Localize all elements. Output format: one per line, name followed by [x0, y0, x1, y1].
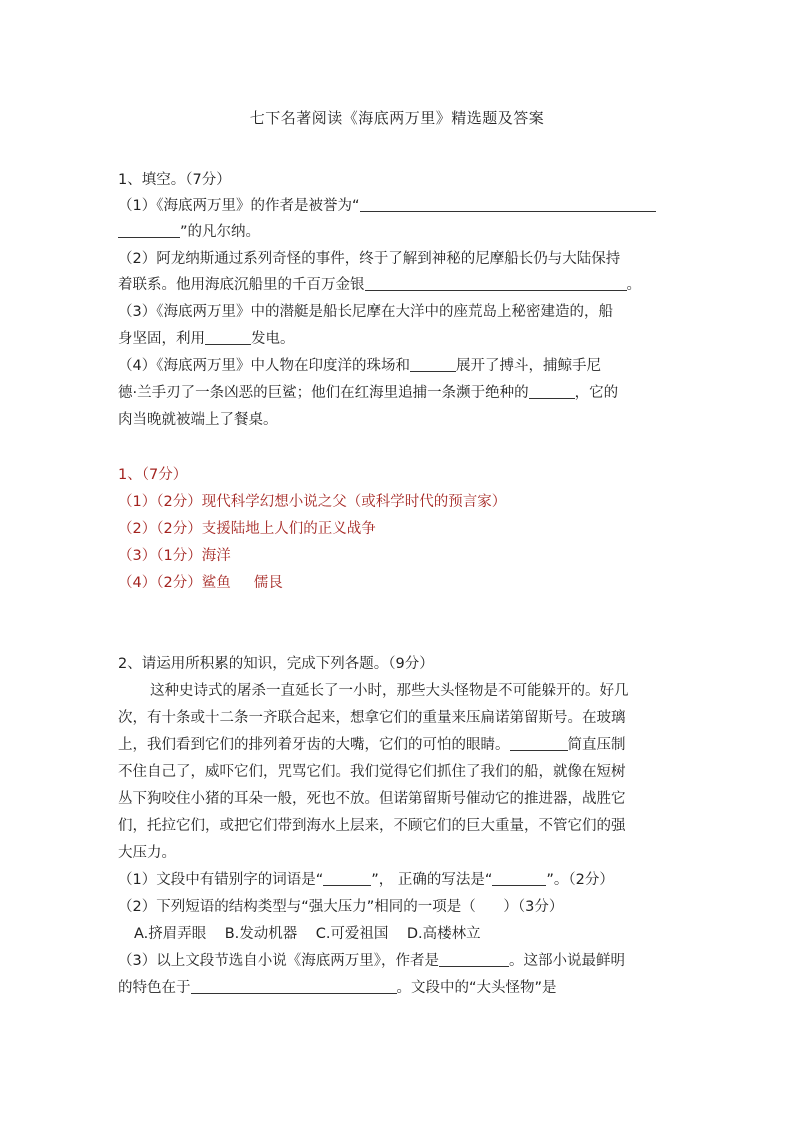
q2-para-line4: 不住自己了，威吓它们，咒骂它们。我们觉得它们抓住了我们的船，就像在短树	[118, 764, 626, 780]
a1-line4: （4）（2分）鲨鱼 儒艮	[118, 575, 283, 591]
answer-blank	[323, 871, 371, 886]
q2-options: A.挤眉弄眼 B.发动机器 C.可爱祖国 D.高楼林立	[134, 926, 481, 942]
q2-sub1-text3: ”。（2分）	[546, 872, 614, 888]
q2-para-line1: 这种史诗式的屠杀一直延长了一小时，那些大头怪物是不可能躲开的。好几	[150, 683, 629, 699]
q2-para-text: 上，我们看到它们的排列着牙齿的大嘴，它们的可怕的眼睛。	[118, 737, 510, 753]
q2-sub2: （2）下列短语的结构类型与“强大压力”相同的一项是（ ）（3分）	[118, 899, 564, 915]
a1-heading: 1、（7分）	[118, 467, 188, 483]
q1-item3-end: 发电。	[251, 331, 295, 347]
q1-item4-line2	[118, 383, 678, 403]
answer-blank	[191, 979, 397, 994]
q2-sub3-text2: 。这部小说最鲜明	[508, 953, 625, 969]
a1-line1: （1）（2分）现代科学幻想小说之父（或科学时代的预言家）	[118, 494, 507, 510]
q1-item2-end: 。	[626, 277, 641, 293]
q1-item4-line3: 肉当晚就被端上了餐桌。	[118, 412, 278, 428]
q2-sub1-text: （1）文段中有错别字的词语是“	[118, 872, 324, 888]
q2-para-line6: 们，托拉它们，或把它们带到海水上层来，不顾它们的巨大重量，不管它们的强	[118, 818, 626, 834]
q1-item4-text: （4）《海底两万里》中人物在印度洋的珠场和	[118, 358, 410, 374]
answer-blank	[410, 357, 456, 372]
q1-item3-text: 身坚固，利用	[118, 331, 205, 347]
answer-blank	[510, 736, 568, 751]
q2-para-line5: 丛下狗咬住小猪的耳朵一般，死也不放。但诺第留斯号催动它的推进器，战胜它	[118, 791, 626, 807]
q1-item2-line1: （2）阿龙纳斯通过系列奇怪的事件，终于了解到神秘的尼摩船长仍与大陆保持	[118, 251, 621, 267]
q2-sub1-text2: ”， 正确的写法是“	[371, 872, 493, 888]
q1-item2-text: 着联系。他用海底沉船里的千百万金银	[118, 277, 365, 293]
q1-item4-line1	[118, 356, 678, 376]
q1-item1-text-end: ”的凡尔纳。	[180, 224, 261, 240]
answer-blank	[205, 330, 251, 345]
q2-heading: 2、请运用所积累的知识，完成下列各题。（9分）	[118, 656, 434, 672]
q2-sub3-text4: 。文段中的“大头怪物”是	[396, 980, 557, 996]
q2-sub3-line1	[118, 951, 678, 971]
a1-line2: （2）（2分）支援陆地上人们的正义战争	[118, 521, 376, 537]
q2-sub3-text3: 的特色在于	[118, 980, 191, 996]
page-title: 七下名著阅读《海底两万里》精选题及答案	[249, 109, 545, 127]
q1-item1-text: （1）《海底两万里》的作者是被誉为“	[118, 198, 360, 214]
answer-blank	[365, 276, 627, 291]
q1-item4-text4: ，它的	[574, 385, 619, 401]
q1-item1-line1	[118, 196, 678, 216]
answer-blank	[529, 384, 575, 399]
q2-sub3-line2	[118, 978, 678, 998]
q2-para-text2: 简直压制	[567, 737, 626, 753]
q2-sub3-text: （3）以上文段节选自小说《海底两万里》，作者是	[118, 953, 439, 969]
answer-blank	[360, 197, 656, 212]
answer-blank	[439, 952, 509, 967]
q1-item3-line1: （3）《海底两万里》中的潜艇是船长尼摩在大洋中的座荒岛上秘密建造的，船	[118, 304, 613, 320]
q1-item3-line2	[118, 329, 678, 349]
q1-item1-line2	[118, 222, 678, 242]
q1-heading: 1、填空。（7分）	[118, 172, 231, 188]
q2-para-line7: 大压力。	[118, 845, 176, 861]
q2-sub1	[118, 870, 678, 890]
answer-blank	[118, 223, 180, 238]
a1-line3: （3）（1分）海洋	[118, 548, 231, 564]
q1-item2-line2	[118, 275, 678, 295]
q2-para-line2: 次，有十条或十二条一齐联合起来，想拿它们的重量来压扁诺第留斯号。在玻璃	[118, 710, 626, 726]
q1-item4-text2: 展开了搏斗，捕鲸手尼	[455, 358, 601, 374]
q1-item4-text3: 德·兰手刃了一条凶恶的巨鲨；他们在红海里追捕一条濒于绝种的	[118, 385, 529, 401]
answer-blank	[492, 871, 546, 886]
q2-para-line3	[118, 735, 678, 755]
